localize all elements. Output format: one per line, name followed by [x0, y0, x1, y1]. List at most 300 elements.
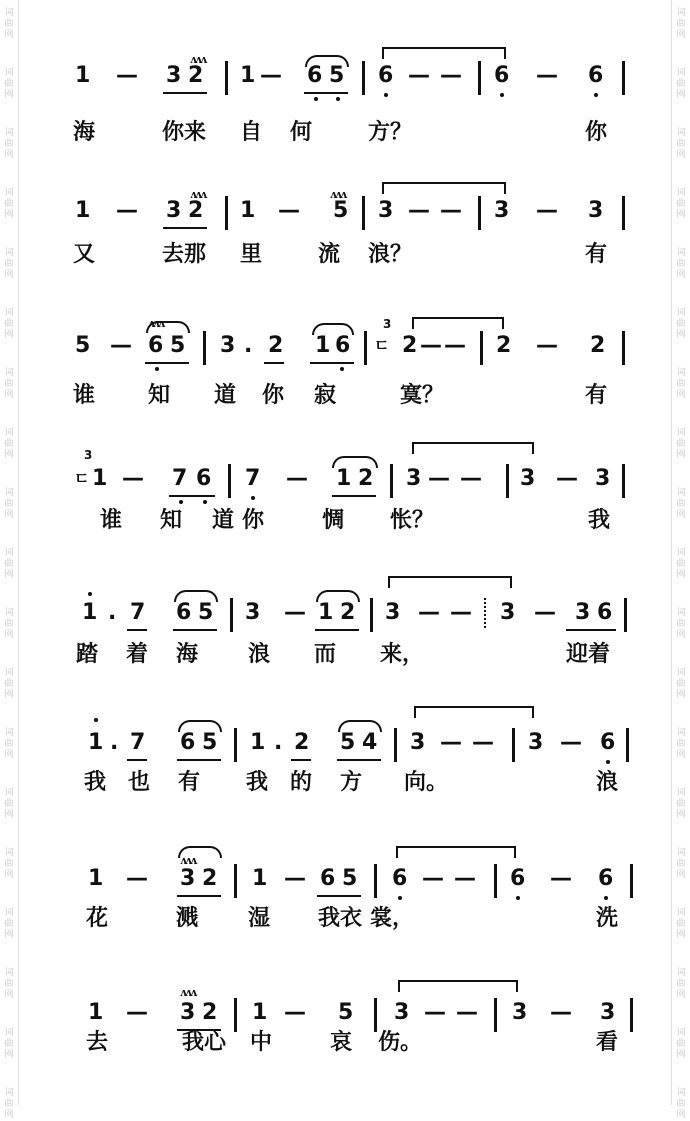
watermark-text: 词 曲 网: [4, 1088, 14, 1120]
beam: [566, 629, 616, 631]
note: 6: [597, 600, 613, 625]
lyrics-row: [0, 508, 690, 538]
watermark-text: 词 曲 网: [676, 1088, 686, 1120]
lyric: 浪: [596, 769, 619, 795]
barline: [622, 196, 625, 230]
note: 3: [588, 198, 604, 223]
barline: [234, 864, 237, 898]
note: 5: [340, 730, 356, 755]
note: 6: [307, 63, 323, 88]
low-octave-dot: [336, 97, 340, 101]
lyric: 自: [240, 119, 263, 145]
dash: —: [126, 1000, 148, 1025]
lyric: 去: [86, 1029, 109, 1055]
low-octave-dot: [179, 500, 183, 504]
note: 7: [245, 466, 261, 491]
note: 3: [180, 1000, 196, 1025]
watermark-text: 词 曲 网: [4, 248, 14, 280]
watermark-text: 词 曲 网: [4, 368, 14, 400]
note: 5: [75, 333, 91, 358]
dash: —: [284, 866, 306, 891]
dash: —: [444, 333, 466, 358]
dash: —: [424, 1000, 446, 1025]
dash: —: [278, 198, 300, 223]
beam: [310, 362, 354, 364]
lyric: 哀: [330, 1029, 353, 1055]
underline: [127, 759, 147, 761]
note: 2: [188, 63, 204, 88]
barline: [362, 196, 365, 230]
underline: [264, 362, 284, 364]
lyrics-row: [0, 642, 690, 672]
lyric: 去那: [162, 241, 207, 267]
lyrics-row: [0, 770, 690, 800]
dash: —: [126, 866, 148, 891]
note: 1: [336, 466, 352, 491]
note: 2: [268, 333, 284, 358]
note: 2: [294, 730, 310, 755]
lyric: 来，: [380, 641, 425, 667]
lyric: 我: [246, 769, 269, 795]
note: 3: [245, 600, 261, 625]
watermark-text: 词 曲 网: [676, 1028, 686, 1060]
barline: [512, 728, 515, 762]
lyrics-row: [0, 1030, 690, 1060]
mordent-mark: ʌʌʌ: [180, 986, 196, 999]
watermark-text: 词 曲 网: [676, 8, 686, 40]
dash: —: [110, 333, 132, 358]
lyric: 向。: [404, 769, 449, 795]
barline: [390, 464, 393, 498]
note: 1: [75, 198, 91, 223]
note: 3: [500, 600, 516, 625]
note: 1: [240, 63, 256, 88]
dash: —: [550, 866, 572, 891]
lyric: 何: [290, 119, 313, 145]
tie-bracket: [382, 47, 506, 59]
tie-bracket: [412, 317, 504, 329]
lyric: 海: [73, 119, 96, 145]
barline: [506, 464, 509, 498]
watermark-text: 词 曲 网: [676, 368, 686, 400]
lyric: 洗: [596, 905, 619, 931]
watermark-text: 词 曲 网: [4, 848, 14, 880]
slur: [338, 720, 382, 732]
note: 5: [198, 600, 214, 625]
lyric: 湿: [248, 905, 271, 931]
lyric: 寞？: [400, 382, 445, 408]
lyric: 浪？: [368, 241, 413, 267]
note: 2: [202, 1000, 218, 1025]
tie-bracket: [398, 980, 518, 992]
dash: —: [550, 1000, 572, 1025]
mordent-mark: ʌʌʌ: [190, 188, 206, 201]
barline: [622, 464, 625, 498]
dot-mark: .: [274, 730, 283, 755]
lyric: 方: [340, 769, 363, 795]
note: 1: [88, 730, 104, 755]
note: 6: [598, 866, 614, 891]
watermark-text: 词 曲 网: [676, 68, 686, 100]
lyric: 知: [148, 382, 171, 408]
watermark-text: 词 曲 网: [4, 308, 14, 340]
dash: —: [440, 63, 462, 88]
lyrics-row: [0, 120, 690, 150]
barline: [364, 331, 367, 365]
low-octave-dot: [340, 367, 344, 371]
note: 3: [528, 730, 544, 755]
note: 5: [170, 333, 186, 358]
mordent-mark: ʌʌʌ: [330, 188, 346, 201]
note: 1: [88, 1000, 104, 1025]
watermark-text: 词 曲 网: [676, 548, 686, 580]
mordent-mark: ʌʌʌ: [190, 53, 206, 66]
note: 2: [358, 466, 374, 491]
notation-row: [0, 448, 690, 508]
lyric: 惆: [322, 507, 345, 533]
barline: [394, 728, 397, 762]
beam: [177, 759, 221, 761]
barline: [494, 864, 497, 898]
note: 5: [338, 1000, 354, 1025]
note: 1: [88, 866, 104, 891]
tie-bracket: [388, 576, 512, 588]
note: 2: [590, 333, 606, 358]
dash: —: [450, 600, 472, 625]
left-margin-strip: [0, 0, 19, 1120]
lyric: 溅: [176, 905, 199, 931]
barline: [225, 61, 228, 95]
note: 2: [496, 333, 512, 358]
slur: [305, 55, 349, 67]
note: 3: [520, 466, 536, 491]
low-octave-dot: [203, 500, 207, 504]
watermark-text: 词 曲 网: [676, 308, 686, 340]
grace-note: 3: [84, 448, 93, 462]
lyric: 知: [160, 507, 183, 533]
beam: [145, 362, 189, 364]
barline: [203, 331, 206, 365]
watermark-text: 词 曲 网: [4, 488, 14, 520]
low-octave-dot: [516, 896, 520, 900]
dash: —: [284, 1000, 306, 1025]
low-octave-dot: [606, 760, 610, 764]
lyric: 看: [596, 1029, 619, 1055]
dash: —: [454, 866, 476, 891]
beam: [163, 92, 207, 94]
note: 7: [130, 600, 146, 625]
dash: —: [472, 730, 494, 755]
beam: [304, 92, 348, 94]
watermark-text: 词 曲 网: [4, 968, 14, 1000]
note: 7: [172, 466, 188, 491]
dash: —: [556, 466, 578, 491]
watermark-text: 词 曲 网: [676, 908, 686, 940]
note: 3: [385, 600, 401, 625]
lyrics-row: [0, 242, 690, 272]
lyric: 你: [262, 382, 285, 408]
beam: [163, 227, 207, 229]
barline: [234, 998, 237, 1032]
barline: [225, 196, 228, 230]
dash: —: [534, 600, 556, 625]
watermark-text: 词 曲 网: [676, 728, 686, 760]
note: 6: [510, 866, 526, 891]
slur: [178, 846, 222, 858]
note: 3: [166, 63, 182, 88]
lyric: 海: [176, 641, 199, 667]
note: 6: [392, 866, 408, 891]
note: 3: [406, 466, 422, 491]
slur: [316, 590, 360, 602]
lyric: 伤。: [378, 1029, 423, 1055]
watermark-text: 词 曲 网: [4, 788, 14, 820]
note: 3: [166, 198, 182, 223]
barline: [630, 998, 633, 1032]
note: 3: [410, 730, 426, 755]
underline: [127, 629, 147, 631]
dash: —: [284, 600, 306, 625]
lyric: 浪: [248, 641, 271, 667]
slur: [312, 323, 354, 335]
note: 6: [148, 333, 164, 358]
note: 7: [130, 730, 146, 755]
low-octave-dot: [251, 496, 255, 500]
note: 1: [82, 600, 98, 625]
note: 3: [494, 198, 510, 223]
watermark-text: 词 曲 网: [676, 608, 686, 640]
barline: [478, 61, 481, 95]
lyric: 有: [178, 769, 201, 795]
lyric: 我衣: [318, 905, 363, 931]
watermark-text: 词 曲 网: [4, 908, 14, 940]
tie-bracket: [412, 442, 534, 454]
low-octave-dot: [398, 896, 402, 900]
beam: [173, 629, 217, 631]
dash: —: [286, 466, 308, 491]
lyric: 道: [212, 507, 235, 533]
note: 6: [600, 730, 616, 755]
watermark-text: 词 曲 网: [4, 68, 14, 100]
barline: [362, 61, 365, 95]
low-octave-dot: [604, 896, 608, 900]
note: 2: [188, 198, 204, 223]
note: 1: [250, 730, 266, 755]
watermark-text: 词 曲 网: [676, 668, 686, 700]
note: 1: [252, 1000, 268, 1025]
lyric: 道: [214, 382, 237, 408]
barline: [494, 998, 497, 1032]
dash: —: [428, 466, 450, 491]
dot-mark: .: [110, 730, 119, 755]
watermark-text: 词 曲 网: [676, 968, 686, 1000]
notation-row: [0, 180, 690, 240]
grace-note: 3: [383, 317, 392, 331]
watermark-text: 词 曲 网: [676, 128, 686, 160]
note: 3: [512, 1000, 528, 1025]
note: 1: [318, 600, 334, 625]
beam: [315, 629, 359, 631]
dash: —: [422, 866, 444, 891]
note: 6: [335, 333, 351, 358]
high-octave-dot: [88, 592, 92, 596]
notation-row: [0, 848, 690, 908]
lyric: 你来: [162, 119, 207, 145]
note: 6: [588, 63, 604, 88]
watermark-text: 词 曲 网: [4, 128, 14, 160]
note: 3: [394, 1000, 410, 1025]
grace-hook: ㄷ: [74, 469, 90, 488]
lyric: 也: [128, 769, 151, 795]
lyric: 的: [290, 769, 313, 795]
barline: [480, 331, 483, 365]
dash: —: [536, 333, 558, 358]
dot-mark: .: [244, 333, 253, 358]
dash: —: [536, 63, 558, 88]
note: 6: [196, 466, 212, 491]
dash: —: [122, 466, 144, 491]
dash: —: [116, 63, 138, 88]
notation-row: [0, 45, 690, 105]
lyric: 你: [585, 119, 608, 145]
low-octave-dot: [384, 93, 388, 97]
note: 1: [92, 466, 108, 491]
barline: [370, 598, 373, 632]
note: 5: [333, 198, 349, 223]
grace-hook: ㄷ: [374, 336, 390, 355]
slur: [174, 590, 218, 602]
note: 1: [240, 198, 256, 223]
lyric: 着: [126, 641, 149, 667]
barline: [624, 598, 627, 632]
note: 5: [329, 63, 345, 88]
dash: —: [418, 600, 440, 625]
dash: —: [460, 466, 482, 491]
barline: [626, 728, 629, 762]
watermark-text: 词 曲 网: [676, 788, 686, 820]
barline: [478, 196, 481, 230]
tie-bracket: [382, 182, 506, 194]
note: 3: [180, 866, 196, 891]
notation-row: [0, 712, 690, 772]
lyric: 又: [73, 241, 96, 267]
slur: [178, 720, 222, 732]
note: 6: [378, 63, 394, 88]
lyric: 你: [242, 507, 265, 533]
dash: —: [440, 198, 462, 223]
lyric: 裳，: [370, 905, 415, 931]
note: 6: [176, 600, 192, 625]
notation-row: [0, 582, 690, 642]
barline: [374, 864, 377, 898]
barline: [230, 598, 233, 632]
beam: [169, 495, 215, 497]
note: 2: [202, 866, 218, 891]
note: 3: [595, 466, 611, 491]
note: 1: [315, 333, 331, 358]
dash: —: [560, 730, 582, 755]
lyrics-row: [0, 383, 690, 413]
note: 1: [252, 866, 268, 891]
note: 2: [402, 333, 418, 358]
low-octave-dot: [155, 367, 159, 371]
watermark-text: 词 曲 网: [4, 188, 14, 220]
watermark-text: 词 曲 网: [4, 608, 14, 640]
dash: —: [116, 198, 138, 223]
note: 5: [202, 730, 218, 755]
dash: —: [408, 63, 430, 88]
dash: —: [440, 730, 462, 755]
tie-bracket: [396, 846, 516, 858]
lyric: 怅？: [390, 507, 435, 533]
lyric: 我: [84, 769, 107, 795]
lyric: 方？: [368, 119, 413, 145]
watermark-text: 词 曲 网: [676, 188, 686, 220]
lyric: 花: [86, 905, 109, 931]
watermark-text: 词 曲 网: [676, 848, 686, 880]
watermark-text: 词 曲 网: [676, 428, 686, 460]
watermark-text: 词 曲 网: [4, 728, 14, 760]
watermark-text: 词 曲 网: [4, 8, 14, 40]
barline: [228, 464, 231, 498]
watermark-text: 词 曲 网: [4, 1028, 14, 1060]
barline: [622, 61, 625, 95]
barline: [622, 331, 625, 365]
beam: [317, 895, 361, 897]
watermark-text: 词 曲 网: [676, 488, 686, 520]
note: 6: [494, 63, 510, 88]
note: 6: [320, 866, 336, 891]
slur: [332, 456, 378, 468]
barline: [374, 998, 377, 1032]
lyric: 我心: [182, 1029, 227, 1055]
mordent-mark: ʌʌʌ: [148, 317, 164, 330]
note: 6: [180, 730, 196, 755]
low-octave-dot: [500, 93, 504, 97]
dash: —: [456, 1000, 478, 1025]
notation-row: [0, 315, 690, 375]
right-margin-strip: [671, 0, 690, 1120]
barline: [234, 728, 237, 762]
watermark-text: 词 曲 网: [4, 668, 14, 700]
watermark-text: 词 曲 网: [676, 248, 686, 280]
barline: [630, 864, 633, 898]
dash: —: [536, 198, 558, 223]
lyric: 谁: [100, 507, 123, 533]
note: 5: [342, 866, 358, 891]
lyric: 里: [240, 241, 263, 267]
note: 2: [340, 600, 356, 625]
lyric: 而: [314, 641, 337, 667]
watermark-text: 词 曲 网: [4, 428, 14, 460]
note: 4: [362, 730, 378, 755]
barline: [484, 598, 486, 628]
dot-mark: .: [108, 600, 117, 625]
high-octave-dot: [94, 718, 98, 722]
beam: [332, 495, 376, 497]
lyric: 流: [318, 241, 341, 267]
beam: [177, 895, 221, 897]
note: 1: [75, 63, 91, 88]
note: 3: [575, 600, 591, 625]
slur: [146, 321, 190, 333]
watermark-text: 词 曲 网: [4, 548, 14, 580]
lyric: 我: [588, 507, 611, 533]
dash: —: [420, 333, 442, 358]
dash: —: [260, 63, 282, 88]
lyric: 寂: [314, 382, 337, 408]
low-octave-dot: [594, 93, 598, 97]
